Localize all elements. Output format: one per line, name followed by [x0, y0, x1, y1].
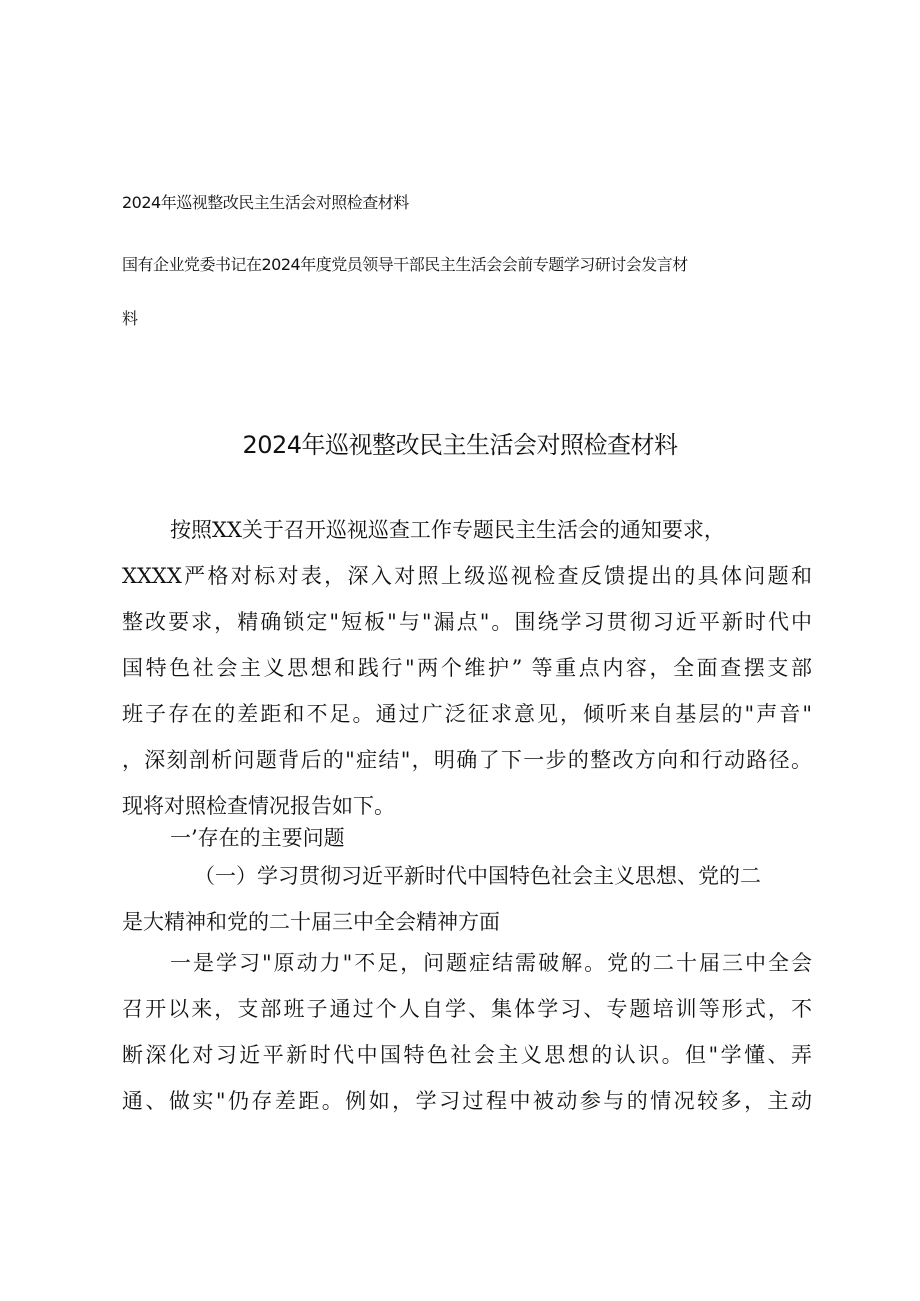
toc-line-2-continued: 料: [122, 309, 138, 328]
paragraph-line: 通、做实"仍存差距。例如，学习过程中被动参与的情况较多，主动: [122, 1089, 812, 1113]
subsection-heading: [122, 853, 812, 945]
paragraph-line: 一是学习"原动力"不足，问题症结需破解。党的二十届三中全会: [170, 951, 812, 975]
paragraph-line: 召开以来，支部班子通过个人自学、集体学习、专题培训等形式，不: [122, 997, 812, 1021]
problem-paragraph: [122, 940, 812, 1124]
toc-line-2: 国有企业党委书记在2024年度党员领导干部民主生活会会前专题学习研讨会发言材: [122, 255, 688, 274]
intro-paragraph: [122, 507, 812, 829]
paragraph-line: 断深化对习近平新时代中国特色社会主义思想的认识。但"学懂、弄: [122, 1043, 812, 1067]
toc-line-1: 2024年巡视整改民主生活会对照检查材料: [122, 193, 409, 212]
paragraph-line: 班子存在的差距和不足。通过广泛征求意见，倾听来自基层的"声音": [122, 702, 812, 726]
paragraph-line: XXXX严格对标对表，深入对照上级巡视检查反馈提出的具体问题和: [122, 564, 812, 588]
paragraph-line: 国特色社会主义思想和践行"两个维护” 等重点内容，全面查摆支部: [122, 656, 812, 680]
subsection-heading-line: 是大精神和党的二十届三中全会精神方面: [122, 910, 500, 934]
paragraph-line: 按照XX关于召开巡视巡查工作专题民主生活会的通知要求，: [170, 518, 725, 542]
document-title: 2024年巡视整改民主生活会对照检查材料: [242, 431, 678, 459]
paragraph-line: 整改要求，精确锁定"短板"与"漏点"。围绕学习贯彻习近平新时代中: [122, 610, 812, 634]
paragraph-line: 现将对照检查情况报告如下。: [122, 794, 395, 818]
section-1-heading: 一’存在的主要问题: [170, 826, 345, 850]
subsection-heading-line: （一）学习贯彻习近平新时代中国特色社会主义思想、党的二: [194, 864, 761, 888]
paragraph-line: ，深刻剖析问题背后的"症结"，明确了下一步的整改方向和行动路径。: [122, 748, 812, 772]
